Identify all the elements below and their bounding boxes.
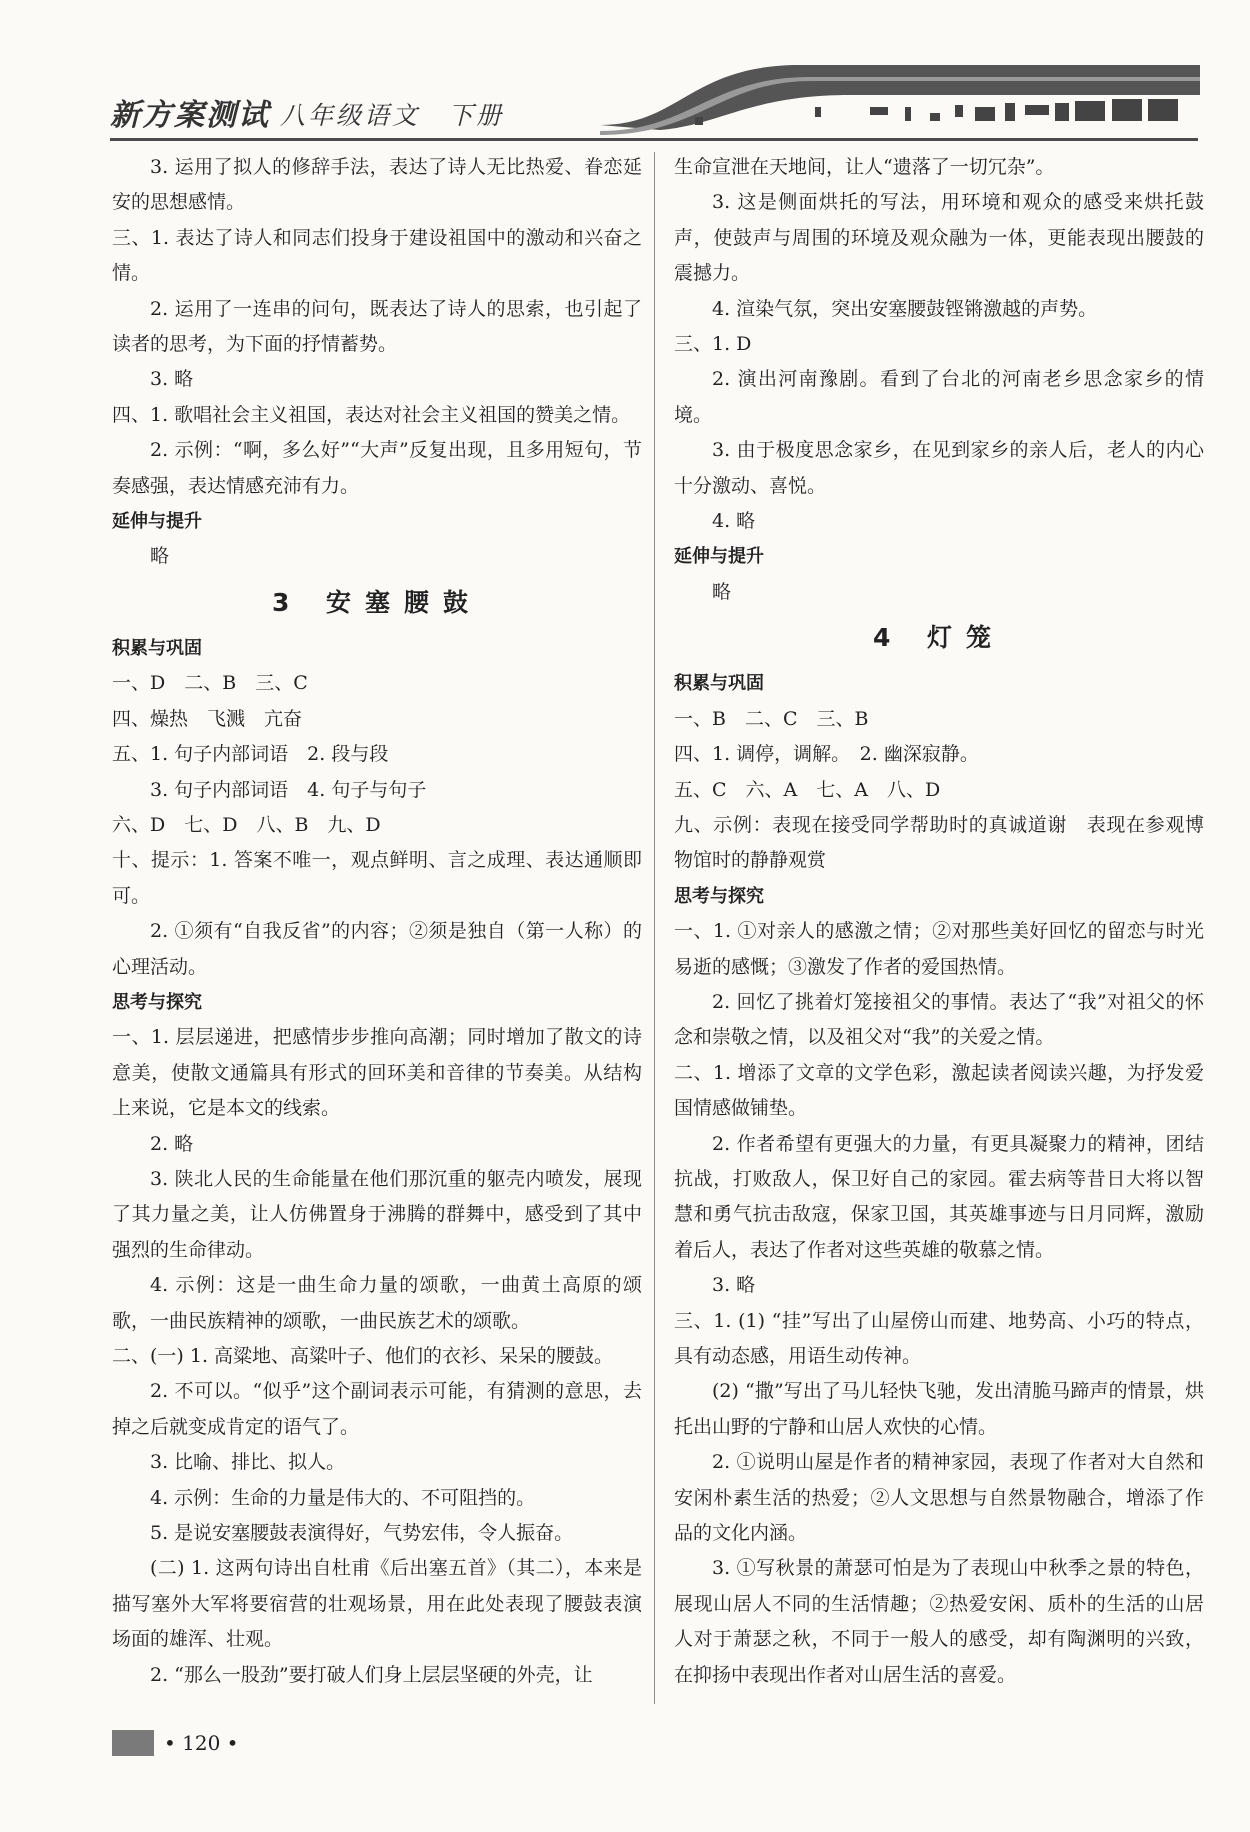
answer-line: 五、C 六、A 七、A 八、D xyxy=(674,778,941,801)
answer-line: 2. 略 xyxy=(150,1132,194,1155)
answer-line: 一、1. 层层递进，把感情步步推向高潮；同时增加了散文的诗意美，使散文通篇具有形式的回环美和音律的节奏美。从结构上来说，它是本文的线索。 xyxy=(112,1026,642,1120)
page-header xyxy=(0,0,1250,150)
answer-line: 四、1. 歌唱社会主义祖国，表达对社会主义祖国的赞美之情。 xyxy=(112,403,631,426)
answer-line: 3. 比喻、排比、拟人。 xyxy=(150,1451,346,1474)
answer-line: 一、D 二、B 三、C xyxy=(112,672,308,695)
answer-line: 略 xyxy=(712,580,732,603)
right-column xyxy=(674,150,1204,1693)
section-heading: 积累与巩固 xyxy=(674,673,764,695)
answer-line: 2. 作者希望有更强大的力量，有更具凝聚力的精神，团结抗战，打败敌人，保卫好自己的家园。霍去病等昔日大将以智慧和勇气抗击敌寇，保家卫国，其英雄事迹与日月同辉，激励着后人，表达了作者对这些英雄的敬慕之情。 xyxy=(674,1132,1204,1261)
answer-line: 3. 由于极度思念家乡，在见到家乡的亲人后，老人的内心十分激动、喜悦。 xyxy=(674,439,1204,497)
answer-line: 2. 运用了一连串的问句，既表达了诗人的思索，也引起了读者的思考，为下面的抒情蓄势。 xyxy=(112,297,642,356)
answer-line: 五、1. 句子内部词语 2. 段与段 xyxy=(112,743,389,766)
answer-line: (二) 1. 这两句诗出自杜甫《后出塞五首》（其二），本来是描写塞外大军将要宿营的壮观场景，用在此处表现了腰鼓表演场面的雄浑、壮观。 xyxy=(112,1557,642,1651)
answer-line: 三、1. (1) “挂”写出了山屋傍山而建、地势高、小巧的特点，具有动态感，用语生动传神。 xyxy=(674,1309,1204,1367)
left-column xyxy=(112,150,642,1693)
answer-line: 4. 渲染气氛，突出安塞腰鼓铿锵激越的声势。 xyxy=(712,297,1098,320)
answer-line: 2. 示例：“啊，多么好”“大声”反复出现，且多用短句，节奏感强，表达情感充沛有力。 xyxy=(112,439,642,497)
answer-line: 2. ①须有“自我反省”的内容；②须是独自（第一人称）的心理活动。 xyxy=(112,920,642,978)
lesson-title: 3 安塞腰鼓 xyxy=(271,587,483,617)
answer-line: 二、1. 增添了文章的文学色彩，激起读者阅读兴趣，为抒发爱国情感做铺垫。 xyxy=(674,1061,1204,1120)
answer-line: 3. 运用了拟人的修辞手法，表达了诗人无比热爱、眷恋延安的思想感情。 xyxy=(112,156,642,214)
page-number-text: • 120 • xyxy=(164,1731,239,1755)
answer-line: 2. 演出河南豫剧。看到了台北的河南老乡思念家乡的情境。 xyxy=(674,368,1204,426)
book-brand: 新方案测试 xyxy=(110,98,270,133)
lesson-title: 4 灯笼 xyxy=(872,623,1006,653)
section-heading: 延伸与提升 xyxy=(674,546,764,568)
answer-line: 4. 略 xyxy=(712,510,756,533)
answer-line: 一、B 二、C 三、B xyxy=(674,707,869,730)
answer-line: 2. 不可以。“似乎”这个副词表示可能，有猜测的意思，去掉之后就变成肯定的语气了。 xyxy=(112,1380,642,1438)
answer-line: 3. 略 xyxy=(712,1274,756,1297)
answer-line: 2. “那么一股劲”要打破人们身上层层坚硬的外壳，让 xyxy=(150,1663,593,1686)
answer-line: 4. 示例：这是一曲生命力量的颂歌，一曲黄土高原的颂歌，一曲民族精神的颂歌，一曲民族艺术的颂歌。 xyxy=(112,1274,642,1332)
answer-line: 三、1. D xyxy=(674,333,752,356)
answer-line: 四、1. 调停，调解。 2. 幽深寂静。 xyxy=(674,743,979,766)
grade-label: 八年级语文 下册 xyxy=(280,101,505,130)
answer-line: 六、D 七、D 八、B 九、D xyxy=(112,813,381,836)
answer-line: 十、提示：1. 答案不唯一，观点鲜明、言之成理、表达通顺即可。 xyxy=(112,849,642,907)
column-divider xyxy=(654,152,655,1704)
answer-line: 九、示例：表现在接受同学帮助时的真诚道谢 表现在参观博物馆时的静静观赏 xyxy=(674,813,1204,872)
answer-line: 3. 略 xyxy=(150,368,194,391)
section-heading: 思考与探究 xyxy=(674,885,764,907)
section-heading: 思考与探究 xyxy=(112,991,202,1013)
answer-line: 四、燥热 飞溅 亢奋 xyxy=(112,707,303,730)
answer-line: 3. 陕北人民的生命能量在他们那沉重的躯壳内喷发，展现了其力量之美，让人仿佛置身于沸腾的群舞中，感受到了其中强烈的生命律动。 xyxy=(112,1167,642,1261)
page-number xyxy=(112,1730,238,1756)
header-decoration xyxy=(600,55,1200,135)
answer-line: 2. ①说明山屋是作者的精神家园，表现了作者对大自然和安闲朴素生活的热爱；②人文思想与自然景物融合，增添了作品的文化内涵。 xyxy=(674,1451,1204,1545)
answer-line: 3. ①写秋景的萧瑟可怕是为了表现山中秋季之景的特色，展现山居人不同的生活情趣；②热爱安闲、质朴的生活的山居人对于萧瑟之秋，不同于一般人的感受，却有陶渊明的兴致，在抑扬中表现出作者对山居生活的喜爱。 xyxy=(674,1557,1204,1686)
section-heading: 延伸与提升 xyxy=(112,511,202,533)
answer-line: 三、1. 表达了诗人和同志们投身于建设祖国中的激动和兴奋之情。 xyxy=(112,226,642,285)
page-tab xyxy=(112,1730,154,1756)
answer-line: 2. 回忆了挑着灯笼接祖父的事情。表达了“我”对祖父的怀念和崇敬之情，以及祖父对“我”的关爱之情。 xyxy=(674,990,1204,1049)
answer-line: 3. 这是侧面烘托的写法，用环境和观众的感受来烘托鼓声，使鼓声与周围的环境及观众融为一体，更能表现出腰鼓的震撼力。 xyxy=(674,191,1204,285)
answer-line: 5. 是说安塞腰鼓表演得好，气势宏伟，令人振奋。 xyxy=(150,1522,574,1545)
answer-line: 3. 句子内部词语 4. 句子与句子 xyxy=(150,778,427,801)
answer-line: (2) “撒”写出了马儿轻快飞驰，发出清脆马蹄声的情景，烘托出山野的宁静和山居人欢快的心情。 xyxy=(674,1380,1204,1438)
answer-line: 略 xyxy=(150,545,170,568)
answer-line: 4. 示例：生命的力量是伟大的、不可阻挡的。 xyxy=(150,1486,536,1509)
answer-line: 二、(一) 1. 高粱地、高粱叶子、他们的衣衫、呆呆的腰鼓。 xyxy=(112,1345,614,1367)
section-heading: 积累与巩固 xyxy=(112,637,202,659)
header-rule xyxy=(110,138,1198,141)
answer-line: 生命宣泄在天地间，让人“遗落了一切冗杂”。 xyxy=(674,156,1055,178)
answer-line: 一、1. ①对亲人的感激之情；②对那些美好回忆的留恋与时光易逝的感慨；③激发了作者的爱国热情。 xyxy=(674,920,1204,978)
